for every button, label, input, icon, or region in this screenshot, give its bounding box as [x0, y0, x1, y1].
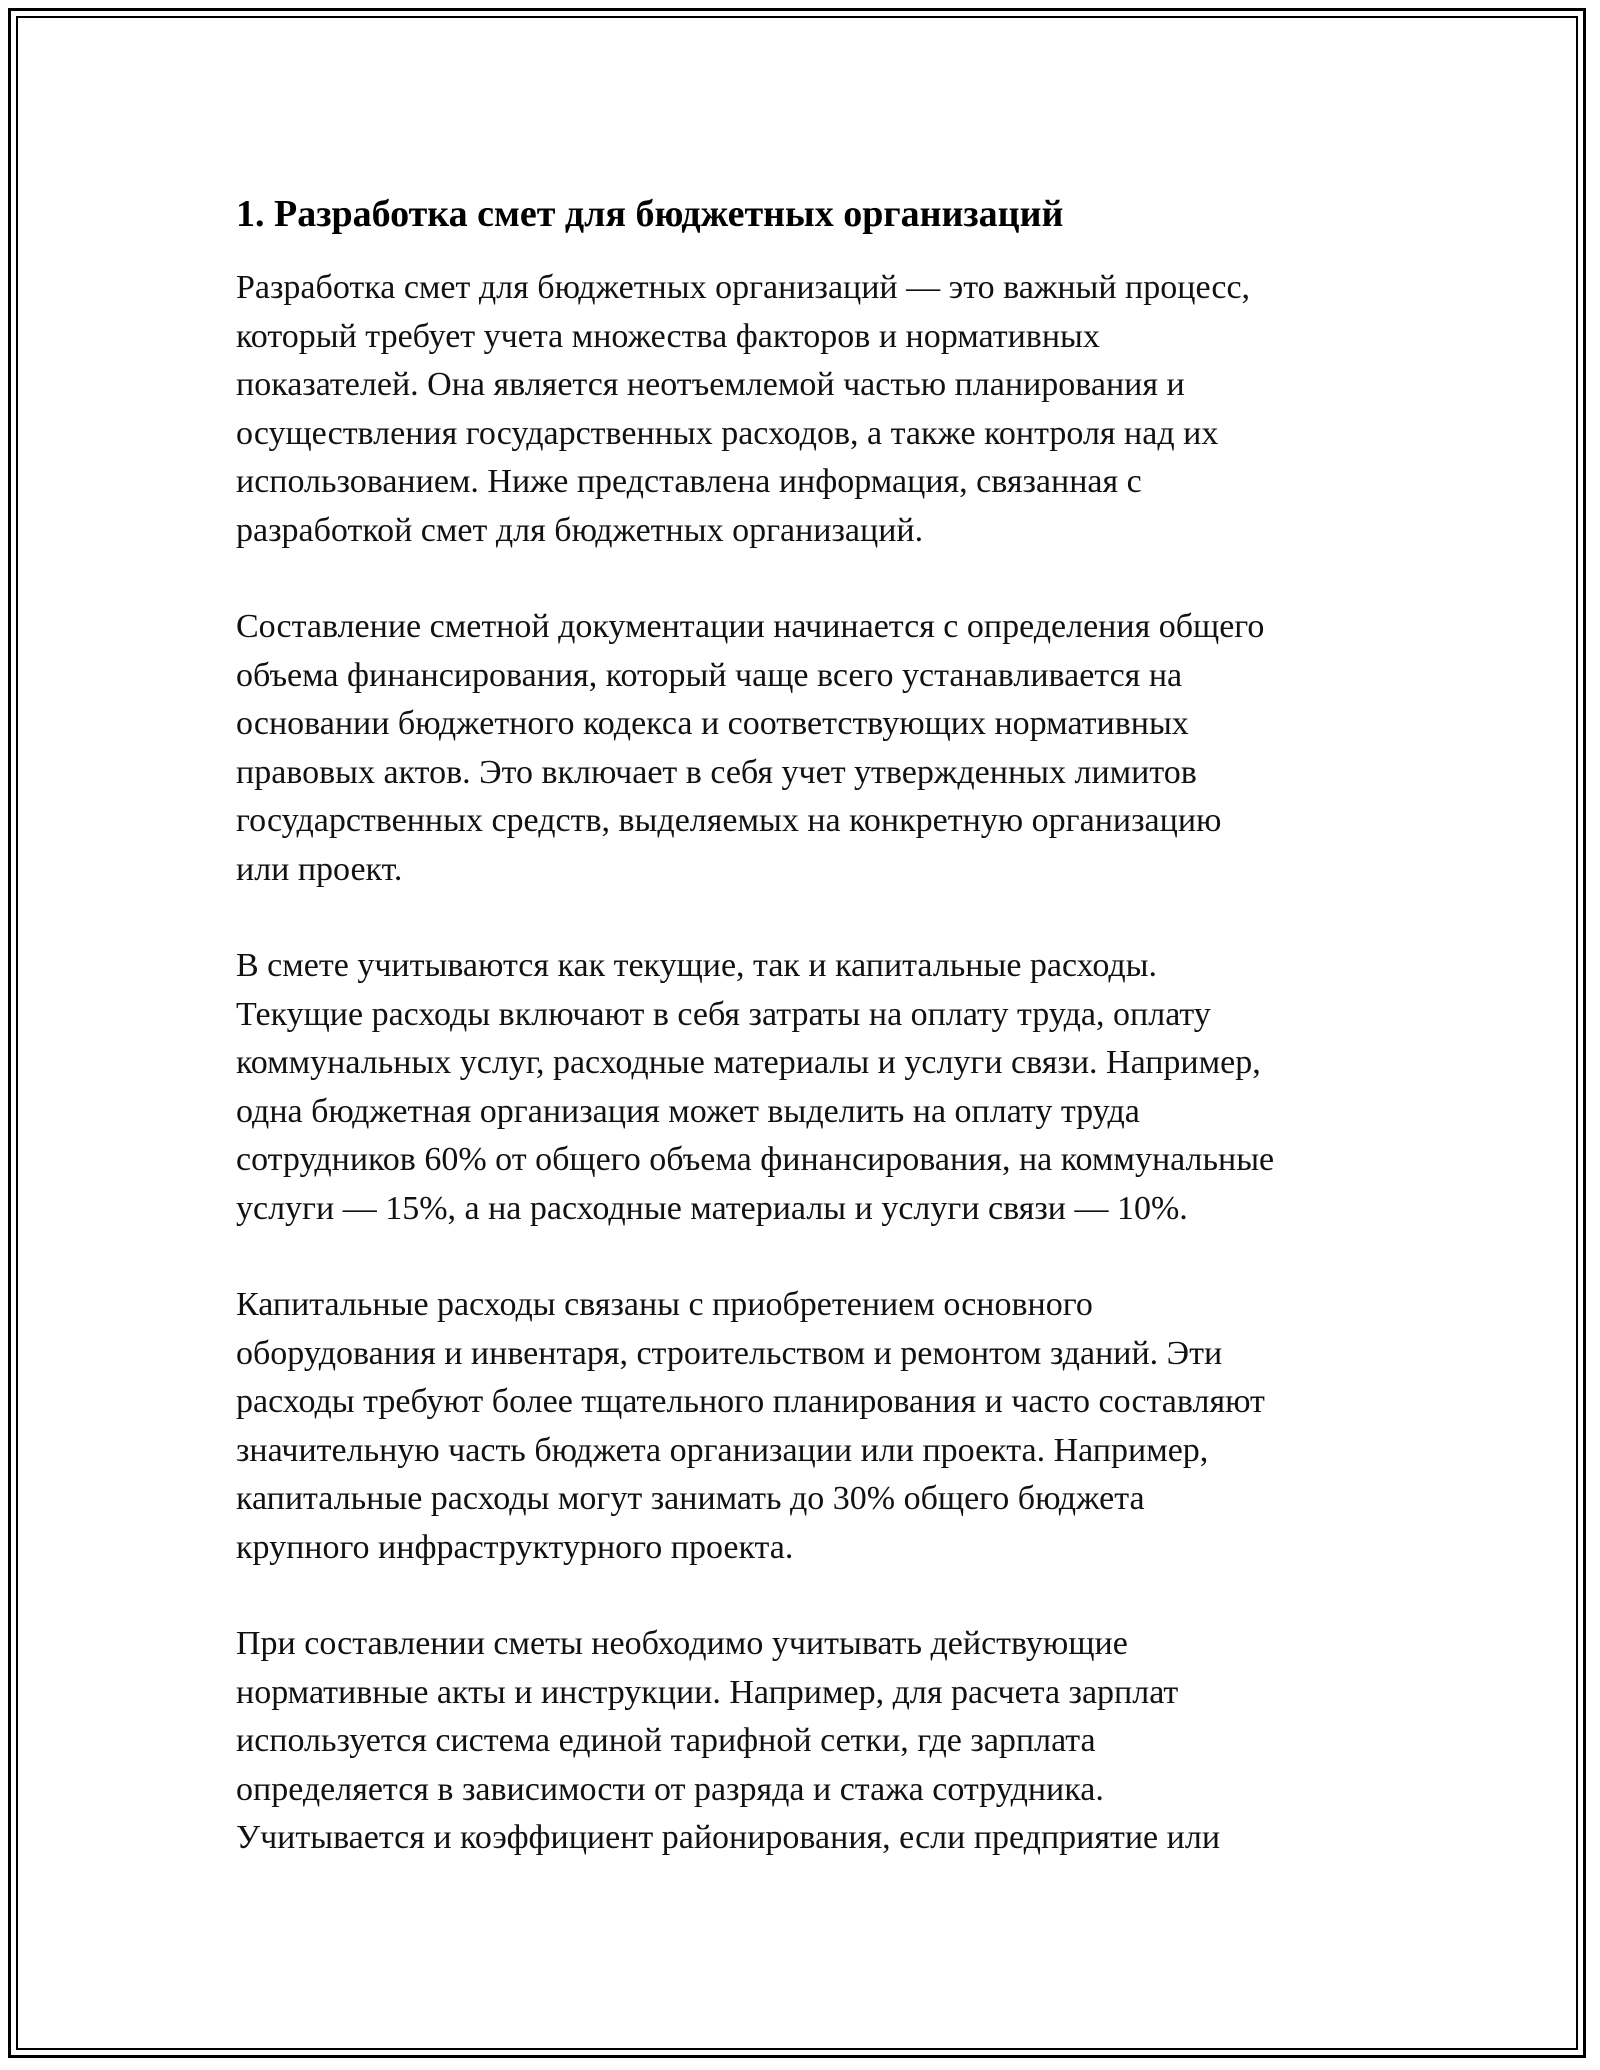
text-line: или проект.: [236, 850, 403, 888]
document-body: [236, 188, 1396, 1911]
text-line: При составлении сметы необходимо учитывать действующие: [236, 1625, 1128, 1662]
text-line: правовых актов. Это включает в себя учет утвержденных лимитов: [236, 753, 1197, 791]
text-line: государственных средств, выделяемых на конкретную организацию: [236, 802, 1222, 839]
text-line: основании бюджетного кодекса и соответствующих нормативных: [236, 705, 1189, 742]
text-line: объема финансирования, который чаще всего устанавливается на: [236, 656, 1183, 694]
text-line: коммунальных услуг, расходные материалы и услуги связи. Например,: [236, 1044, 1261, 1081]
text-line: Капитальные расходы связаны с приобретением основного: [236, 1286, 1093, 1323]
text-line: значительную часть бюджета организации или проекта. Например,: [236, 1431, 1209, 1469]
text-line: использованием. Ниже представлена информация, связанная с: [236, 463, 1142, 500]
text-line: расходы требуют более тщательного планирования и часто составляют: [236, 1383, 1265, 1420]
text-line: услуги — 15%, а на расходные материалы и услуги связи — 10%.: [236, 1189, 1188, 1227]
text-line: Текущие расходы включают в себя затраты на оплату труда, оплату: [236, 995, 1211, 1033]
text-line: Разработка смет для бюджетных организаций — это важный процесс,: [236, 269, 1251, 306]
text-line: сотрудников 60% от общего объема финансирования, на коммунальные: [236, 1141, 1275, 1178]
paragraph-intro: [236, 264, 1396, 555]
text-line: который требует учета множества факторов и нормативных: [236, 317, 1100, 355]
text-line: осуществления государственных расходов, а также контроля над их: [236, 414, 1219, 452]
paragraph-regulations: [236, 1620, 1396, 1863]
paragraph-financing: [236, 603, 1396, 894]
text-line: используется система единой тарифной сетки, где зарплата: [236, 1722, 1096, 1759]
text-line: показателей. Она является неотъемлемой частью планирования и: [236, 366, 1185, 403]
paragraph-capital-expenses: [236, 1281, 1396, 1572]
text-line: крупного инфраструктурного проекта.: [236, 1528, 794, 1566]
text-line: определяется в зависимости от разряда и стажа сотрудника.: [236, 1770, 1104, 1808]
text-line: одна бюджетная организация может выделить на оплату труда: [236, 1092, 1140, 1130]
paragraph-current-expenses: [236, 942, 1396, 1233]
text-line: Учитывается и коэффициент районирования, если предприятие или: [236, 1819, 1221, 1856]
text-line: капитальные расходы могут занимать до 30% общего бюджета: [236, 1480, 1145, 1517]
section-heading: 1. Разработка смет для бюджетных организаций: [236, 193, 1064, 235]
text-line: разработкой смет для бюджетных организаций.: [236, 511, 924, 549]
text-line: В смете учитываются как текущие, так и капитальные расходы.: [236, 947, 1158, 984]
text-line: оборудования и инвентаря, строительством и ремонтом зданий. Эти: [236, 1334, 1223, 1372]
text-line: Составление сметной документации начинается с определения общего: [236, 608, 1265, 645]
text-line: нормативные акты и инструкции. Например, для расчета зарплат: [236, 1673, 1179, 1711]
